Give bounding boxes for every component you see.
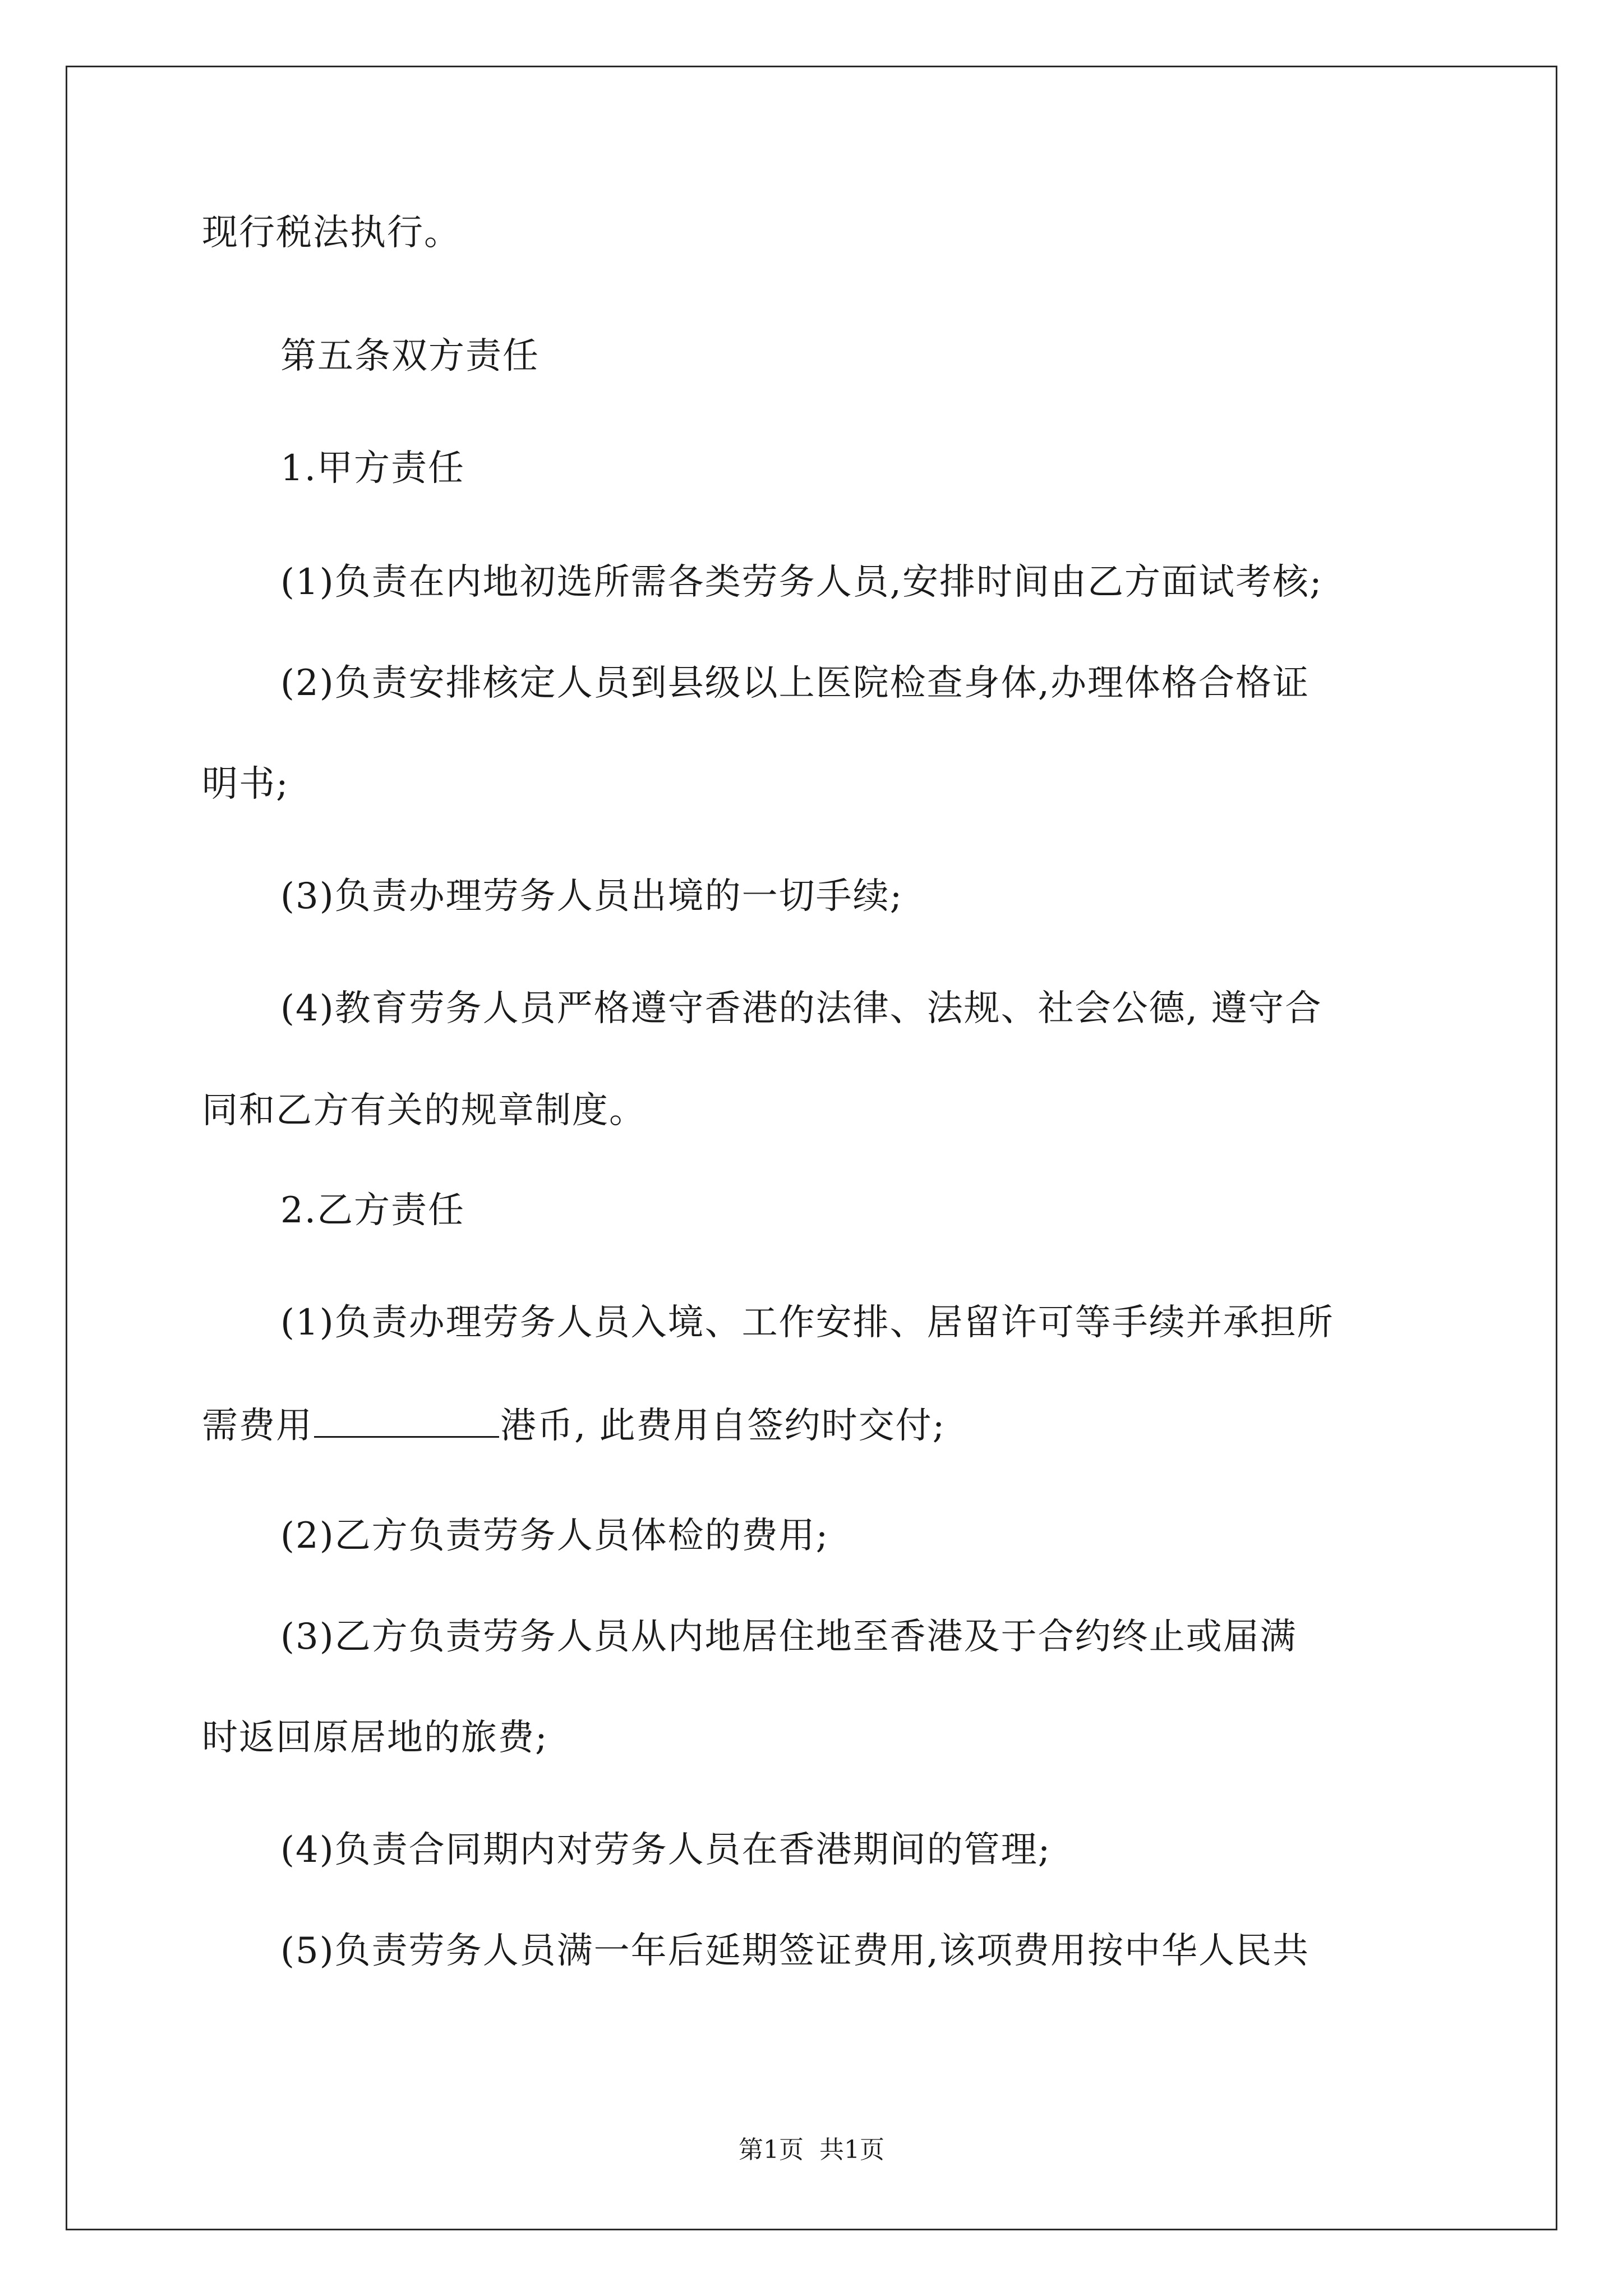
list-item: (4)教育劳务人员严格遵守香港的法律、法规、社会公德, 遵守合 [280, 988, 1322, 1029]
list-item: (5)负责劳务人员满一年后延期签证费用,该项费用按中华人民共 [280, 1930, 1310, 1972]
fee-line-prefix: 需费用 [202, 1405, 313, 1447]
list-item: (3)负责办理劳务人员出境的一切手续; [280, 876, 903, 917]
fee-line [202, 1401, 946, 1446]
page-footer [0, 2134, 1623, 2166]
list-item-continuation: 时返回原居地的旅费; [202, 1717, 548, 1759]
list-item-continuation: 同和乙方有关的规章制度。 [202, 1090, 646, 1131]
list-item: (2)负责安排核定人员到县级以上医院检查身体,办理体格合格证 [280, 662, 1310, 704]
list-item: (4)负责合同期内对劳务人员在香港期间的管理; [280, 1829, 1052, 1871]
page-border [66, 66, 1557, 2230]
list-item: (1)负责办理劳务人员入境、工作安排、居留许可等手续并承担所 [280, 1302, 1334, 1343]
list-item-continuation: 明书; [202, 763, 289, 805]
page-total: 共1页 [819, 2136, 884, 2164]
subsection-heading: 2.乙方责任 [280, 1190, 465, 1231]
fee-line-suffix: 港币, 此费用自签约时交付; [500, 1405, 946, 1447]
fee-blank [314, 1401, 499, 1438]
page-number: 第1页 [739, 2136, 804, 2164]
paragraph-line: 现行税法执行。 [202, 212, 461, 254]
list-item: (3)乙方负责劳务人员从内地居住地至香港及于合约终止或届满 [280, 1616, 1297, 1658]
list-item: (1)负责在内地初选所需各类劳务人员,安排时间由乙方面试考核; [280, 562, 1323, 603]
subsection-heading: 1.甲方责任 [280, 448, 465, 489]
section-heading: 第五条双方责任 [280, 335, 540, 377]
list-item: (2)乙方负责劳务人员体检的费用; [280, 1515, 829, 1557]
